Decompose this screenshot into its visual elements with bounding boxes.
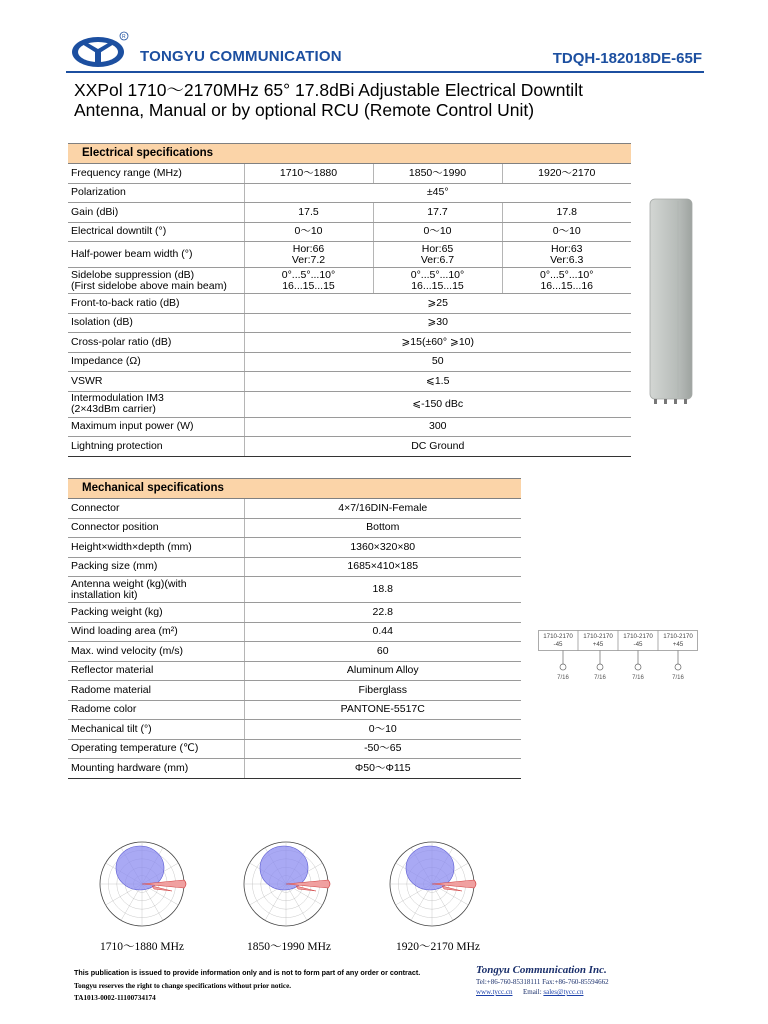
table-row	[68, 391, 631, 417]
row-label: Half-power beam width (°)	[68, 242, 244, 268]
cell: 300	[244, 417, 631, 437]
cell	[502, 242, 631, 268]
table-row	[68, 372, 631, 392]
table-row	[68, 222, 631, 242]
cell-line: 0°...5°...10°	[410, 268, 465, 281]
table-row	[68, 203, 631, 223]
cell	[373, 242, 502, 268]
row-label	[68, 577, 244, 603]
row-label: Max. wind velocity (m/s)	[68, 642, 244, 662]
row-label: Cross-polar ratio (dB)	[68, 333, 244, 353]
cell: 0～10	[244, 222, 373, 242]
svg-text:R: R	[122, 34, 126, 40]
footer-contact	[476, 988, 583, 996]
table-row	[68, 333, 631, 353]
cell: 4×7/16DIN-Female	[244, 499, 521, 519]
cell: 1710～1880	[244, 164, 373, 184]
port-polarization: +45	[592, 641, 604, 648]
port-band: 1710-2170	[543, 633, 573, 640]
cell: ⩾25	[244, 294, 631, 314]
cell-line: Hor:65	[421, 242, 454, 255]
connector-icon	[597, 664, 603, 670]
row-label: Mechanical tilt (°)	[68, 720, 244, 740]
row-label: Polarization	[68, 183, 244, 203]
table-row	[68, 183, 631, 203]
pattern-caption-2: 1850～1990 MHz	[247, 941, 332, 953]
cell-line: Hor:66	[292, 242, 325, 255]
cell-line: Ver:7.2	[291, 253, 326, 266]
cell-line: 0°...5°...10°	[281, 268, 336, 281]
cell: Aluminum Alloy	[244, 661, 521, 681]
label-line: installation kit)	[71, 588, 138, 601]
table-row	[68, 437, 631, 457]
row-label: Front-to-back ratio (dB)	[68, 294, 244, 314]
email-label: Email:	[522, 988, 542, 996]
table-row	[68, 759, 521, 779]
footer-rights-notice: Tongyu reserves the right to change specifications without prior notice.	[74, 982, 292, 990]
cell: ⩾15(±60° ⩾10)	[244, 333, 631, 353]
connector-icon	[560, 664, 566, 670]
row-label: Mounting hardware (mm)	[68, 759, 244, 779]
row-label: Packing size (mm)	[68, 557, 244, 577]
port-polarization: -45	[553, 641, 563, 648]
cell-line: 16...15...16	[540, 279, 594, 292]
table-row	[68, 242, 631, 268]
footer-phone-fax: Tel:+86-760-85318111 Fax:+86-760-85594662	[476, 978, 609, 986]
cell: Φ50～Φ115	[244, 759, 521, 779]
cell	[244, 242, 373, 268]
row-label: Lightning protection	[68, 437, 244, 457]
cell: Fiberglass	[244, 681, 521, 701]
cell: ±45°	[244, 183, 631, 203]
cell: PANTONE-5517C	[244, 700, 521, 720]
row-label: Electrical downtilt (°)	[68, 222, 244, 242]
table-row	[68, 642, 521, 662]
cell: 17.5	[244, 203, 373, 223]
table-row	[68, 720, 521, 740]
model-number: TDQH-182018DE-65F	[552, 50, 702, 67]
row-label: Reflector material	[68, 661, 244, 681]
table-row	[68, 538, 521, 558]
cell: Bottom	[244, 518, 521, 538]
label-line: Antenna weight (kg)(with	[71, 577, 187, 590]
header-rule	[66, 71, 704, 73]
row-label: Connector position	[68, 518, 244, 538]
label-line: (First sidelobe above main beam)	[71, 279, 227, 292]
table-row	[68, 577, 521, 603]
table-row	[68, 417, 631, 437]
table-row	[68, 622, 521, 642]
row-label	[68, 391, 244, 417]
page-title	[74, 80, 714, 120]
cell-line: Ver:6.3	[550, 253, 584, 266]
table-row	[68, 268, 631, 294]
cell-line: 0°...5°...10°	[540, 268, 594, 281]
cell-line: 16...15...15	[411, 279, 464, 292]
footer-company: Tongyu Communication Inc.	[476, 964, 607, 976]
pattern-caption-1: 1710～1880 MHz	[100, 941, 185, 953]
cell: 60	[244, 642, 521, 662]
table-row	[68, 557, 521, 577]
tongyu-logo	[70, 30, 132, 70]
cell: 50	[244, 352, 631, 372]
row-label: VSWR	[68, 372, 244, 392]
row-label: Operating temperature (℃)	[68, 739, 244, 759]
cell: 1360×320×80	[244, 538, 521, 558]
radiation-pattern-3	[382, 832, 482, 934]
pattern-caption-3: 1920～2170 MHz	[396, 941, 481, 953]
row-label: Isolation (dB)	[68, 313, 244, 333]
title-line-2: Antenna, Manual or by optional RCU (Remote Control Unit)	[74, 100, 535, 120]
label-line: (2×43dBm carrier)	[71, 403, 156, 415]
cell	[502, 268, 631, 294]
port-polarization: -45	[633, 641, 643, 648]
electrical-heading: Electrical specifications	[68, 144, 631, 164]
table-row	[68, 661, 521, 681]
cell: 0.44	[244, 622, 521, 642]
table-row	[68, 313, 631, 333]
cell: ⩽1.5	[244, 372, 631, 392]
cell: 17.7	[373, 203, 502, 223]
electrical-spec-table	[68, 143, 631, 457]
mechanical-heading-row	[68, 479, 521, 499]
table-row	[68, 700, 521, 720]
table-row	[68, 603, 521, 623]
website-link[interactable]: www.tycc.cn	[476, 988, 513, 996]
footer-doc-number: TA1013-0002-11100734174	[74, 994, 156, 1002]
connector-label: 7/16	[557, 675, 569, 681]
port-band: 1710-2170	[663, 633, 693, 640]
footer-notice: This publication is issued to provide information only and is not to form part of any order or contract.	[74, 968, 421, 977]
row-label: Connector	[68, 499, 244, 519]
cell: 1920～2170	[502, 164, 631, 184]
cell	[373, 268, 502, 294]
connector-icon	[675, 664, 681, 670]
cell: DC Ground	[244, 437, 631, 457]
label-line: Sidelobe suppression (dB)	[71, 268, 195, 281]
cell-line: Hor:63	[550, 242, 583, 255]
radiation-pattern-2	[236, 832, 336, 934]
cell: ⩽-150 dBc	[244, 391, 631, 417]
cell: 0～10	[502, 222, 631, 242]
cell: 1850～1990	[373, 164, 502, 184]
email-link[interactable]: sales@tycc.cn	[543, 988, 584, 996]
mechanical-heading: Mechanical specifications	[68, 479, 521, 499]
port-band: 1710-2170	[583, 633, 613, 640]
cell-line: Ver:6.7	[420, 253, 455, 266]
cell: ⩾30	[244, 313, 631, 333]
connector-label: 7/16	[594, 675, 606, 681]
radiation-pattern-1	[92, 832, 192, 934]
connector-label: 7/16	[632, 675, 644, 681]
mechanical-spec-table	[68, 478, 521, 779]
cell: 22.8	[244, 603, 521, 623]
cell: -50～65	[244, 739, 521, 759]
company-name: TONGYU COMMUNICATION	[140, 48, 342, 65]
cell: 1685×410×185	[244, 557, 521, 577]
port-polarization: +45	[672, 641, 684, 648]
cell	[244, 268, 373, 294]
table-row	[68, 518, 521, 538]
connector-icon	[635, 664, 641, 670]
table-row	[68, 499, 521, 519]
table-row	[68, 739, 521, 759]
cell-line: 16...15...15	[282, 279, 335, 292]
title-line-1: XXPol 1710～2170MHz 65° 17.8dBi Adjustable Electrical Downtilt	[74, 80, 583, 100]
row-label: Impedance (Ω)	[68, 352, 244, 372]
table-row	[68, 681, 521, 701]
row-label: Packing weight (kg)	[68, 603, 244, 623]
table-row	[68, 294, 631, 314]
row-label: Maximum input power (W)	[68, 417, 244, 437]
row-label: Height×width×depth (mm)	[68, 538, 244, 558]
port-band: 1710-2170	[623, 633, 653, 640]
row-label	[68, 268, 244, 294]
cell: 17.8	[502, 203, 631, 223]
cell: 0～10	[244, 720, 521, 740]
port-diagram	[538, 630, 698, 686]
row-label: Frequency range (MHz)	[68, 164, 244, 184]
table-row	[68, 352, 631, 372]
label-line: Intermodulation IM3	[71, 392, 164, 404]
row-label: Radome color	[68, 700, 244, 720]
connector-label: 7/16	[672, 675, 684, 681]
row-label: Wind loading area (m²)	[68, 622, 244, 642]
cell: 18.8	[244, 577, 521, 603]
row-label: Gain (dBi)	[68, 203, 244, 223]
cell: 0～10	[373, 222, 502, 242]
row-label: Radome material	[68, 681, 244, 701]
table-row	[68, 164, 631, 184]
antenna-image	[648, 197, 694, 407]
electrical-heading-row	[68, 144, 631, 164]
